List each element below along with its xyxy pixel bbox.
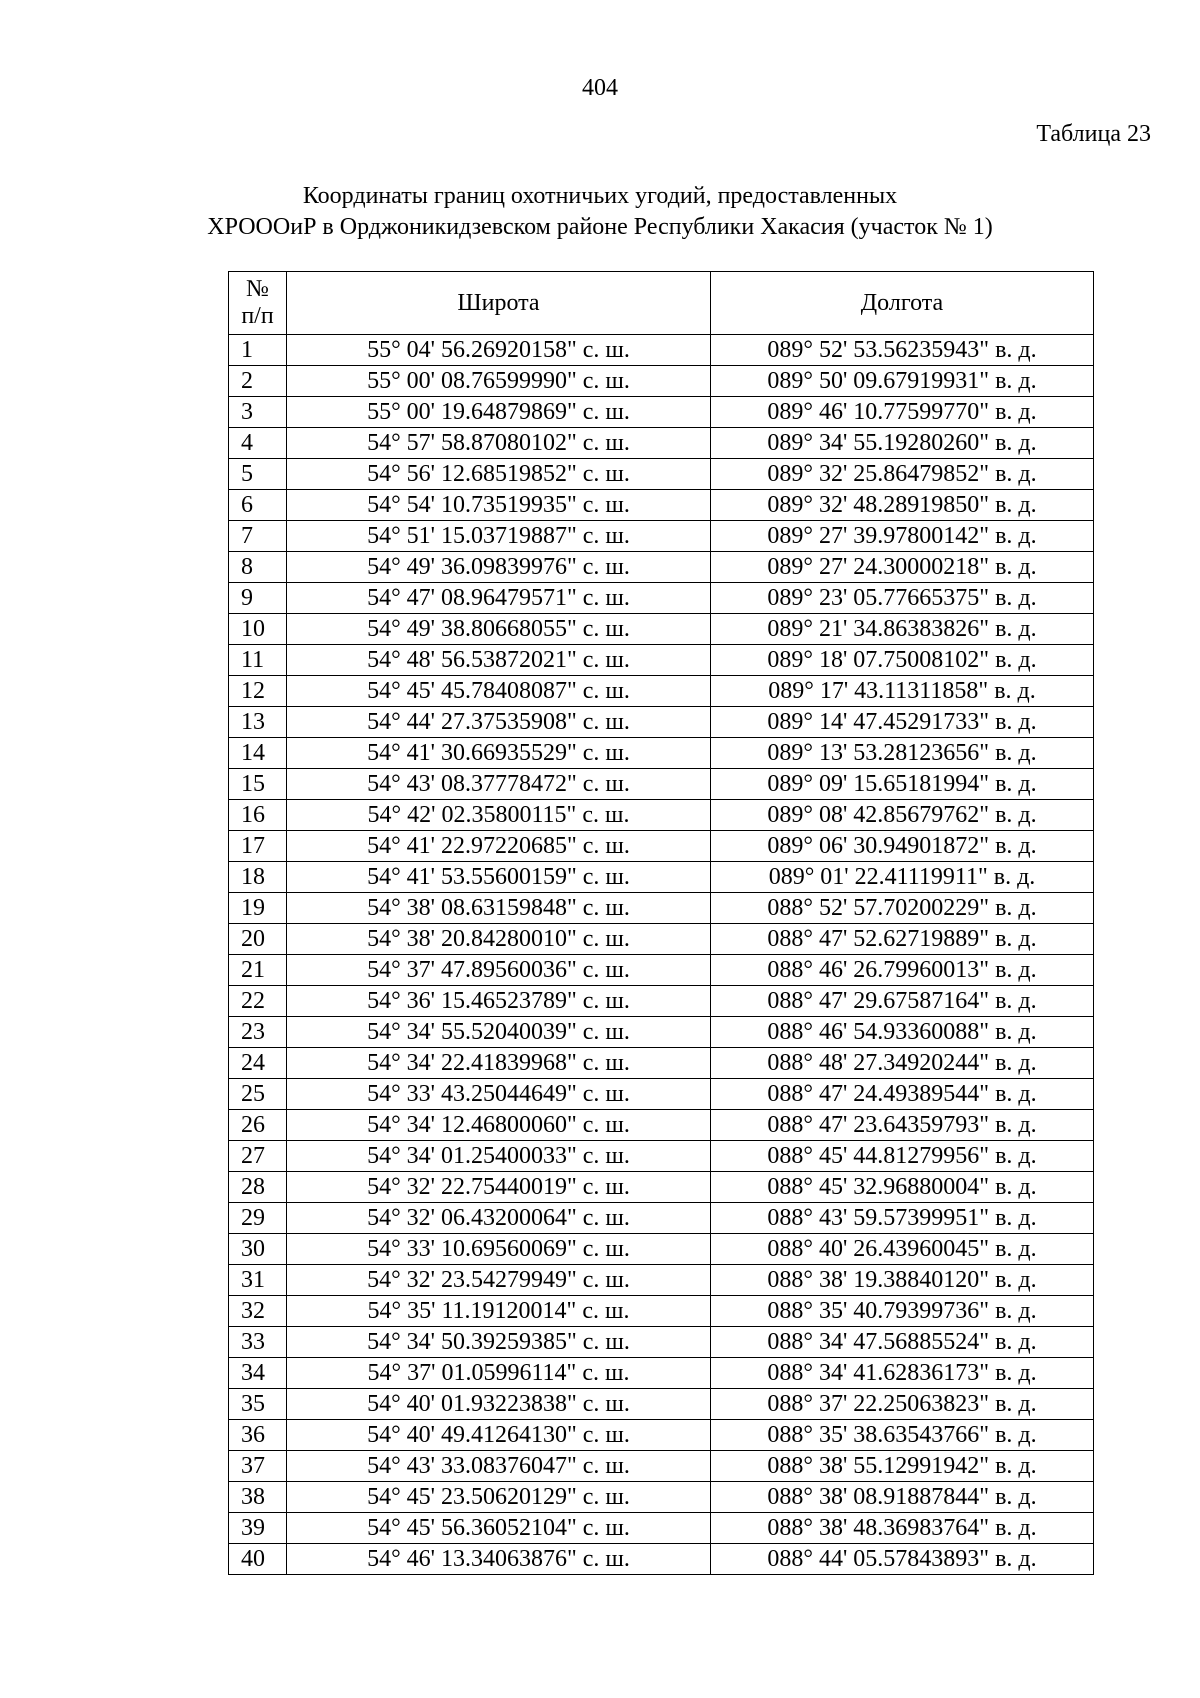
cell-longitude: 088° 35' 40.79399736" в. д. bbox=[711, 1296, 1094, 1327]
cell-number: 39 bbox=[229, 1513, 287, 1544]
table-row bbox=[229, 335, 1094, 366]
cell-longitude: 088° 35' 38.63543766" в. д. bbox=[711, 1420, 1094, 1451]
cell-latitude: 54° 49' 36.09839976" с. ш. bbox=[287, 552, 711, 583]
cell-number: 38 bbox=[229, 1482, 287, 1513]
cell-number: 29 bbox=[229, 1203, 287, 1234]
table-row bbox=[229, 1079, 1094, 1110]
table-row bbox=[229, 1265, 1094, 1296]
cell-longitude: 088° 45' 44.81279956" в. д. bbox=[711, 1141, 1094, 1172]
cell-latitude: 54° 56' 12.68519852" с. ш. bbox=[287, 459, 711, 490]
table-body bbox=[229, 335, 1094, 1575]
table-row bbox=[229, 645, 1094, 676]
cell-number: 4 bbox=[229, 428, 287, 459]
cell-number: 13 bbox=[229, 707, 287, 738]
cell-longitude: 088° 38' 19.38840120" в. д. bbox=[711, 1265, 1094, 1296]
cell-latitude: 54° 41' 30.66935529" с. ш. bbox=[287, 738, 711, 769]
table-row bbox=[229, 862, 1094, 893]
table-row bbox=[229, 1141, 1094, 1172]
cell-number: 7 bbox=[229, 521, 287, 552]
cell-latitude: 55° 04' 56.26920158" с. ш. bbox=[287, 335, 711, 366]
cell-latitude: 54° 34' 50.39259385" с. ш. bbox=[287, 1327, 711, 1358]
table-row bbox=[229, 552, 1094, 583]
table-row bbox=[229, 1172, 1094, 1203]
cell-latitude: 55° 00' 08.76599990" с. ш. bbox=[287, 366, 711, 397]
table-row bbox=[229, 397, 1094, 428]
cell-latitude: 54° 36' 15.46523789" с. ш. bbox=[287, 986, 711, 1017]
table-row bbox=[229, 1451, 1094, 1482]
cell-latitude: 54° 38' 20.84280010" с. ш. bbox=[287, 924, 711, 955]
cell-number: 28 bbox=[229, 1172, 287, 1203]
cell-latitude: 54° 32' 22.75440019" с. ш. bbox=[287, 1172, 711, 1203]
cell-longitude: 088° 47' 24.49389544" в. д. bbox=[711, 1079, 1094, 1110]
cell-latitude: 54° 47' 08.96479571" с. ш. bbox=[287, 583, 711, 614]
table-row bbox=[229, 1296, 1094, 1327]
cell-number: 12 bbox=[229, 676, 287, 707]
cell-latitude: 54° 45' 23.50620129" с. ш. bbox=[287, 1482, 711, 1513]
table-row bbox=[229, 1358, 1094, 1389]
table-row bbox=[229, 428, 1094, 459]
cell-number: 40 bbox=[229, 1544, 287, 1575]
cell-latitude: 54° 40' 49.41264130" с. ш. bbox=[287, 1420, 711, 1451]
cell-number: 21 bbox=[229, 955, 287, 986]
table-row bbox=[229, 676, 1094, 707]
cell-number: 22 bbox=[229, 986, 287, 1017]
cell-number: 14 bbox=[229, 738, 287, 769]
table-row bbox=[229, 1234, 1094, 1265]
cell-number: 6 bbox=[229, 490, 287, 521]
cell-latitude: 54° 43' 33.08376047" с. ш. bbox=[287, 1451, 711, 1482]
cell-latitude: 54° 48' 56.53872021" с. ш. bbox=[287, 645, 711, 676]
cell-longitude: 088° 48' 27.34920244" в. д. bbox=[711, 1048, 1094, 1079]
table-row bbox=[229, 955, 1094, 986]
cell-number: 10 bbox=[229, 614, 287, 645]
cell-latitude: 54° 37' 01.05996114" с. ш. bbox=[287, 1358, 711, 1389]
table-row bbox=[229, 1544, 1094, 1575]
table-row bbox=[229, 1482, 1094, 1513]
table-row bbox=[229, 1017, 1094, 1048]
cell-longitude: 088° 38' 48.36983764" в. д. bbox=[711, 1513, 1094, 1544]
table-row bbox=[229, 1513, 1094, 1544]
cell-longitude: 088° 34' 41.62836173" в. д. bbox=[711, 1358, 1094, 1389]
cell-number: 33 bbox=[229, 1327, 287, 1358]
cell-latitude: 54° 37' 47.89560036" с. ш. bbox=[287, 955, 711, 986]
header-longitude: Долгота bbox=[711, 272, 1094, 335]
table-row bbox=[229, 1110, 1094, 1141]
cell-longitude: 089° 09' 15.65181994" в. д. bbox=[711, 769, 1094, 800]
cell-latitude: 54° 40' 01.93223838" с. ш. bbox=[287, 1389, 711, 1420]
cell-latitude: 54° 45' 45.78408087" с. ш. bbox=[287, 676, 711, 707]
cell-latitude: 54° 44' 27.37535908" с. ш. bbox=[287, 707, 711, 738]
cell-longitude: 089° 32' 25.86479852" в. д. bbox=[711, 459, 1094, 490]
header-number bbox=[229, 272, 287, 335]
cell-longitude: 088° 38' 08.91887844" в. д. bbox=[711, 1482, 1094, 1513]
cell-longitude: 089° 17' 43.11311858" в. д. bbox=[711, 676, 1094, 707]
cell-longitude: 089° 27' 39.97800142" в. д. bbox=[711, 521, 1094, 552]
table-row bbox=[229, 459, 1094, 490]
table-label: Таблица 23 bbox=[1036, 121, 1151, 147]
cell-number: 16 bbox=[229, 800, 287, 831]
cell-latitude: 55° 00' 19.64879869" с. ш. bbox=[287, 397, 711, 428]
cell-number: 20 bbox=[229, 924, 287, 955]
table-row bbox=[229, 1327, 1094, 1358]
cell-number: 19 bbox=[229, 893, 287, 924]
cell-number: 23 bbox=[229, 1017, 287, 1048]
cell-number: 35 bbox=[229, 1389, 287, 1420]
cell-latitude: 54° 33' 10.69560069" с. ш. bbox=[287, 1234, 711, 1265]
table-row bbox=[229, 366, 1094, 397]
table-row bbox=[229, 583, 1094, 614]
cell-number: 11 bbox=[229, 645, 287, 676]
cell-latitude: 54° 33' 43.25044649" с. ш. bbox=[287, 1079, 711, 1110]
table-row bbox=[229, 738, 1094, 769]
cell-number: 3 bbox=[229, 397, 287, 428]
table-row bbox=[229, 1389, 1094, 1420]
cell-number: 26 bbox=[229, 1110, 287, 1141]
cell-longitude: 089° 08' 42.85679762" в. д. bbox=[711, 800, 1094, 831]
cell-longitude: 089° 23' 05.77665375" в. д. bbox=[711, 583, 1094, 614]
table-row bbox=[229, 1203, 1094, 1234]
cell-latitude: 54° 46' 13.34063876" с. ш. bbox=[287, 1544, 711, 1575]
header-number-abbr: п/п bbox=[241, 303, 274, 329]
cell-latitude: 54° 54' 10.73519935" с. ш. bbox=[287, 490, 711, 521]
cell-number: 27 bbox=[229, 1141, 287, 1172]
title-line-2: ХРОООиР в Орджоникидзевском районе Республики Хакасия (участок № 1) bbox=[207, 214, 993, 240]
header-number-sign: № bbox=[246, 276, 269, 302]
cell-latitude: 54° 32' 06.43200064" с. ш. bbox=[287, 1203, 711, 1234]
cell-number: 18 bbox=[229, 862, 287, 893]
cell-number: 17 bbox=[229, 831, 287, 862]
coordinates-table bbox=[228, 271, 1094, 1575]
cell-longitude: 089° 21' 34.86383826" в. д. bbox=[711, 614, 1094, 645]
table-row bbox=[229, 831, 1094, 862]
cell-latitude: 54° 42' 02.35800115" с. ш. bbox=[287, 800, 711, 831]
table-row bbox=[229, 769, 1094, 800]
table-row bbox=[229, 614, 1094, 645]
cell-longitude: 088° 34' 47.56885524" в. д. bbox=[711, 1327, 1094, 1358]
cell-number: 2 bbox=[229, 366, 287, 397]
cell-latitude: 54° 49' 38.80668055" с. ш. bbox=[287, 614, 711, 645]
cell-number: 32 bbox=[229, 1296, 287, 1327]
title-line-1: Координаты границ охотничьих угодий, предоставленных bbox=[302, 183, 898, 209]
cell-longitude: 088° 43' 59.57399951" в. д. bbox=[711, 1203, 1094, 1234]
cell-longitude: 089° 27' 24.30000218" в. д. bbox=[711, 552, 1094, 583]
cell-longitude: 089° 18' 07.75008102" в. д. bbox=[711, 645, 1094, 676]
cell-latitude: 54° 34' 01.25400033" с. ш. bbox=[287, 1141, 711, 1172]
cell-latitude: 54° 34' 12.46800060" с. ш. bbox=[287, 1110, 711, 1141]
cell-longitude: 088° 45' 32.96880004" в. д. bbox=[711, 1172, 1094, 1203]
cell-latitude: 54° 41' 53.55600159" с. ш. bbox=[287, 862, 711, 893]
cell-longitude: 088° 47' 23.64359793" в. д. bbox=[711, 1110, 1094, 1141]
cell-latitude: 54° 34' 22.41839968" с. ш. bbox=[287, 1048, 711, 1079]
cell-number: 8 bbox=[229, 552, 287, 583]
cell-longitude: 089° 50' 09.67919931" в. д. bbox=[711, 366, 1094, 397]
cell-number: 1 bbox=[229, 335, 287, 366]
cell-number: 24 bbox=[229, 1048, 287, 1079]
cell-longitude: 088° 40' 26.43960045" в. д. bbox=[711, 1234, 1094, 1265]
cell-longitude: 089° 13' 53.28123656" в. д. bbox=[711, 738, 1094, 769]
table-row bbox=[229, 1048, 1094, 1079]
cell-latitude: 54° 45' 56.36052104" с. ш. bbox=[287, 1513, 711, 1544]
cell-longitude: 089° 06' 30.94901872" в. д. bbox=[711, 831, 1094, 862]
cell-longitude: 088° 37' 22.25063823" в. д. bbox=[711, 1389, 1094, 1420]
cell-longitude: 088° 44' 05.57843893" в. д. bbox=[711, 1544, 1094, 1575]
cell-longitude: 089° 52' 53.56235943" в. д. bbox=[711, 335, 1094, 366]
cell-latitude: 54° 35' 11.19120014" с. ш. bbox=[287, 1296, 711, 1327]
cell-latitude: 54° 57' 58.87080102" с. ш. bbox=[287, 428, 711, 459]
table-row bbox=[229, 521, 1094, 552]
cell-latitude: 54° 32' 23.54279949" с. ш. bbox=[287, 1265, 711, 1296]
table-row bbox=[229, 893, 1094, 924]
table-row bbox=[229, 707, 1094, 738]
cell-longitude: 089° 32' 48.28919850" в. д. bbox=[711, 490, 1094, 521]
cell-longitude: 088° 47' 52.62719889" в. д. bbox=[711, 924, 1094, 955]
table-row bbox=[229, 800, 1094, 831]
cell-longitude: 089° 46' 10.77599770" в. д. bbox=[711, 397, 1094, 428]
page-number: 404 bbox=[582, 75, 618, 101]
cell-number: 34 bbox=[229, 1358, 287, 1389]
table-row bbox=[229, 986, 1094, 1017]
document-title bbox=[0, 181, 1200, 243]
table-header-row bbox=[229, 272, 1094, 335]
cell-number: 37 bbox=[229, 1451, 287, 1482]
cell-longitude: 088° 38' 55.12991942" в. д. bbox=[711, 1451, 1094, 1482]
cell-number: 31 bbox=[229, 1265, 287, 1296]
table-row bbox=[229, 924, 1094, 955]
cell-longitude: 088° 46' 54.93360088" в. д. bbox=[711, 1017, 1094, 1048]
cell-longitude: 088° 46' 26.79960013" в. д. bbox=[711, 955, 1094, 986]
cell-number: 25 bbox=[229, 1079, 287, 1110]
cell-latitude: 54° 34' 55.52040039" с. ш. bbox=[287, 1017, 711, 1048]
table-row bbox=[229, 490, 1094, 521]
cell-latitude: 54° 41' 22.97220685" с. ш. bbox=[287, 831, 711, 862]
cell-longitude: 089° 34' 55.19280260" в. д. bbox=[711, 428, 1094, 459]
cell-longitude: 088° 52' 57.70200229" в. д. bbox=[711, 893, 1094, 924]
cell-number: 9 bbox=[229, 583, 287, 614]
cell-number: 36 bbox=[229, 1420, 287, 1451]
table-row bbox=[229, 1420, 1094, 1451]
cell-latitude: 54° 43' 08.37778472" с. ш. bbox=[287, 769, 711, 800]
cell-longitude: 089° 14' 47.45291733" в. д. bbox=[711, 707, 1094, 738]
header-latitude: Широта bbox=[287, 272, 711, 335]
cell-number: 15 bbox=[229, 769, 287, 800]
cell-number: 30 bbox=[229, 1234, 287, 1265]
cell-latitude: 54° 51' 15.03719887" с. ш. bbox=[287, 521, 711, 552]
cell-longitude: 088° 47' 29.67587164" в. д. bbox=[711, 986, 1094, 1017]
cell-latitude: 54° 38' 08.63159848" с. ш. bbox=[287, 893, 711, 924]
cell-number: 5 bbox=[229, 459, 287, 490]
cell-longitude: 089° 01' 22.41119911" в. д. bbox=[711, 862, 1094, 893]
